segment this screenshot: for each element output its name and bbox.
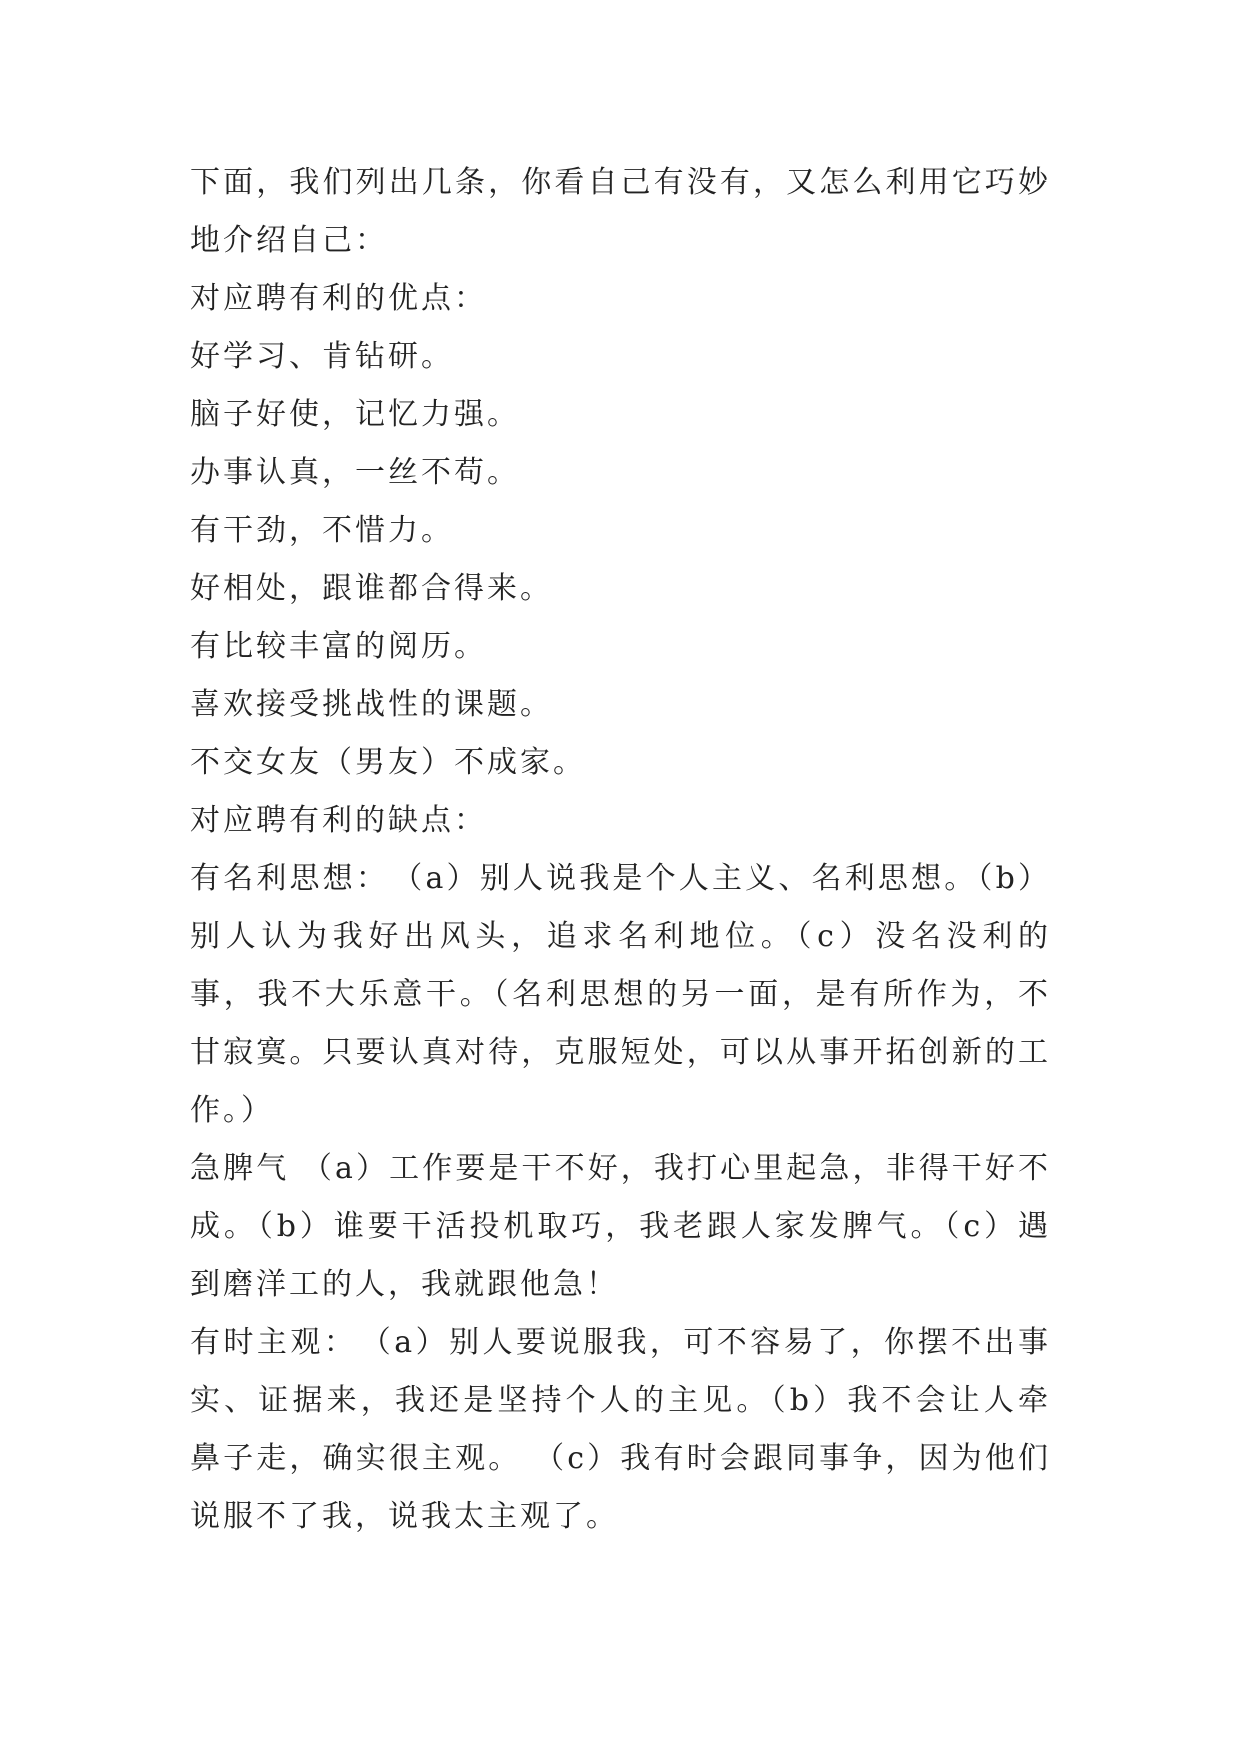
advantage-item: 有干劲，不惜力。 <box>190 513 454 548</box>
advantage-item: 脑子好使，记忆力强。 <box>190 397 520 432</box>
disadvantage-item: 急脾气 （a）工作要是干不好，我打心里起急，非得干好不成。（b）谁要干活投机取巧，我老跟人家发脾气。（c）遇到磨洋工的人，我就跟他急！ <box>190 1151 1051 1302</box>
advantage-item: 好学习、肯钻研。 <box>190 339 454 374</box>
advantage-item: 喜欢接受挑战性的课题。 <box>190 687 553 722</box>
document-body <box>190 154 1051 1546</box>
intro-paragraph: 下面，我们列出几条，你看自己有没有，又怎么利用它巧妙地介绍自己： <box>190 165 1051 258</box>
advantages-heading: 对应聘有利的优点： <box>190 281 487 316</box>
disadvantages-heading: 对应聘有利的缺点： <box>190 803 487 838</box>
advantage-item: 不交女友（男友）不成家。 <box>190 745 586 780</box>
advantage-item: 办事认真，一丝不苟。 <box>190 455 520 490</box>
advantage-item: 好相处，跟谁都合得来。 <box>190 571 553 606</box>
advantage-item: 有比较丰富的阅历。 <box>190 629 487 664</box>
disadvantage-item: 有时主观： （a）别人要说服我，可不容易了，你摆不出事实、证据来，我还是坚持个人的主见。（b）我不会让人牵鼻子走，确实很主观。 （c）我有时会跟同事争，因为他们说服不了我，说我太主观了。 <box>190 1325 1051 1534</box>
disadvantage-item: 有名利思想： （a）别人说我是个人主义、名利思想。（b）别人认为我好出风头，追求名利地位。（c）没名没利的事，我不大乐意干。（名利思想的另一面，是有所作为，不甘寂寞。只要认真对待，克服短处，可以从事开拓创新的工作。） <box>190 861 1051 1128</box>
